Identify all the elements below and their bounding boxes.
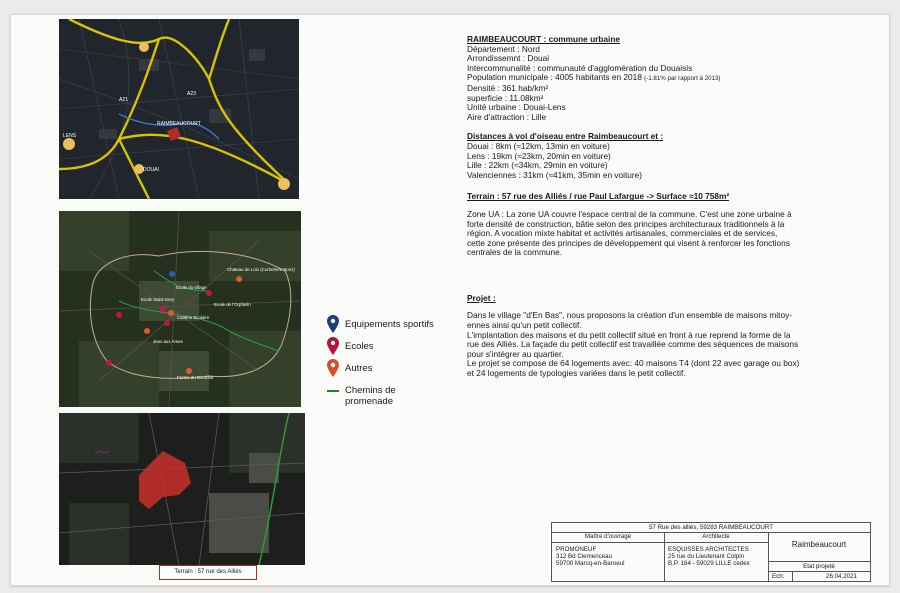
projet-line: pour s'intégrer au quartier.: [467, 348, 564, 359]
terrain-line: centrales de la commune.: [467, 247, 563, 258]
path-line-icon: [327, 390, 339, 392]
info-unite-urbaine: Unité urbaine : Douai-Lens: [467, 102, 566, 113]
client-line: 312 Bd Clemenceau: [556, 553, 613, 561]
client-header: Maître d'ouvrage: [552, 532, 664, 543]
info-densite: Densité : 361 hab/km²: [467, 82, 549, 93]
title-block-architect: [664, 532, 769, 581]
projet-line: ennes ainsi qu'un petit collectif.: [467, 320, 582, 331]
map2-label-chateau: Chateau de Loix (Corbehem Bonz): [227, 267, 295, 272]
distances-title: Distances à vol d'oiseau entre Raimbeaucourt et :: [467, 131, 664, 142]
terrain-line: Zone UA : La zone UA couvre l'espace central de la commune. C'est une zone urbaine à: [467, 208, 792, 219]
map-legend: [327, 315, 447, 411]
distance-row: Valenciennes : 31km (≈41km, 35min en voiture): [467, 169, 643, 180]
description-column: [467, 35, 867, 379]
terrain-line: forte densité de construction, bâtie selon des principes architecturaux traditionnels à la: [467, 218, 785, 229]
map1-label-a21: A21: [119, 97, 128, 103]
commune-name: Raimbeaucourt: [791, 540, 847, 549]
projet-line: et 24 logements de typologies variées dans le petit collectif.: [467, 368, 686, 379]
legend-label-sportifs: Equipements sportifs: [345, 319, 434, 330]
map2-label-cantine: Cantine Scolaire: [177, 315, 210, 320]
map1-label-raimbeaucourt: RAIMBEAUCOURT: [157, 121, 201, 127]
map-pin-red-icon: [327, 337, 339, 355]
architect-line: ESQUISSES ARCHITECTES: [668, 546, 749, 553]
commune-title: RAIMBEAUCOURT : commune urbaine: [467, 34, 621, 44]
architect-header: Architecte: [664, 532, 768, 543]
legend-label-chemins: Chemins de promenade: [345, 385, 396, 407]
title-block-client: [552, 532, 665, 581]
terrain-line: cette zone présente des principes de développement qui visent à renforcer les fonctions: [467, 237, 790, 248]
legend-item-autres: [327, 359, 447, 381]
projet-line: L'implantation des maisons et du petit collectif situé en front à rue reprend la forme de la: [467, 329, 791, 340]
scale-label: Ech:: [772, 573, 785, 580]
title-block-address: 57 Rue des alliés, 59283 RAIMBEAUCOURT: [552, 523, 870, 533]
projet-line: Le projet se compose de 64 logements avec: 40 maisons T4 (dont 22 avec garage ou box): [467, 358, 800, 369]
title-block: [551, 522, 871, 582]
legend-item-sportifs: [327, 315, 447, 337]
location-map: [59, 19, 299, 199]
map2-label-ecole-orphelin: Ecole de l'Orphelin: [214, 302, 251, 307]
map1-label-douai: DOUAI: [143, 167, 159, 173]
map2-label-ferme: Ferme du Bourdiot: [177, 375, 214, 380]
location-map-graphic: [59, 19, 299, 199]
terrain-satellite-graphic: [59, 413, 305, 565]
client-line: 59700 Marcq-en-Baroeul: [556, 560, 625, 568]
client-line: PROMONEUF: [556, 546, 597, 553]
info-superficie: superficie : 11.08km²: [467, 92, 544, 103]
terrain-line: région. A vocation mixte habitat et activités artisanales, commerciales et de services,: [467, 228, 778, 239]
info-departement: Département : Nord: [467, 43, 540, 54]
info-population-note: (-1.81% par rapport à 2013): [644, 75, 721, 83]
info-population: Population municipale : 4005 habitants en 2018: [467, 72, 642, 83]
equipments-map: [59, 211, 301, 407]
map-pin-orange-icon: [327, 359, 339, 377]
distance-row: Lens : 19km (≈23km, 20min en voiture): [467, 150, 611, 161]
projet-line: Dans le village "d'En Bas", nous proposons la création d'un ensemble de maisons mitoy-: [467, 310, 792, 321]
info-arrondissement: Arrondissemnt : Douai: [467, 53, 550, 64]
legend-item-ecoles: [327, 337, 447, 359]
document-page: [10, 14, 890, 586]
map2-label-ecole-village: Ecole du village: [176, 285, 207, 290]
distance-row: Lille : 22km (≈34km, 29min en voiture): [467, 160, 608, 171]
projet-title: Projet :: [467, 292, 496, 303]
terrain-satellite-map: [59, 413, 305, 565]
projet-line: rue des Alliés. La façade du petit collectif est travaillée comme des séquences de maisons: [467, 339, 799, 350]
legend-label-autres: Autres: [345, 363, 373, 374]
map2-label-ecole-saint-gery: Ecole Saint-Gery: [141, 297, 175, 302]
terrain-caption: Terrain : 57 rue des Alliés: [159, 565, 257, 580]
map1-label-a23: A23: [187, 91, 196, 97]
architect-line: B.P. 184 - 59029 LILLE cedex: [668, 560, 750, 568]
distance-row: Douai : 8km (≈12km, 13min en voiture): [467, 140, 610, 151]
project-date: 26.04.2021: [826, 573, 857, 580]
scale-date-row: [768, 571, 870, 582]
project-state: Etat projeté: [768, 561, 870, 572]
equipments-map-graphic: [59, 211, 301, 407]
info-intercommunalite: Intercommunalité : communauté d'agglomération du Douaisis: [467, 62, 693, 73]
legend-item-chemins: [327, 381, 447, 411]
legend-label-ecoles: Ecoles: [345, 341, 374, 352]
map1-label-lens: LENS: [63, 133, 77, 139]
terrain-title: Terrain : 57 rue des Alliés / rue Paul Lafargue -> Surface ≈10 758m²: [467, 191, 730, 202]
title-block-project: [768, 532, 870, 581]
map2-label-jeux: Jeux aux Ames: [153, 339, 183, 344]
architect-line: 25 rue du Lieutenant Colpin: [668, 553, 745, 561]
map-pin-blue-icon: [327, 315, 339, 333]
info-aire: Aire d'attraction : Lille: [467, 111, 547, 122]
